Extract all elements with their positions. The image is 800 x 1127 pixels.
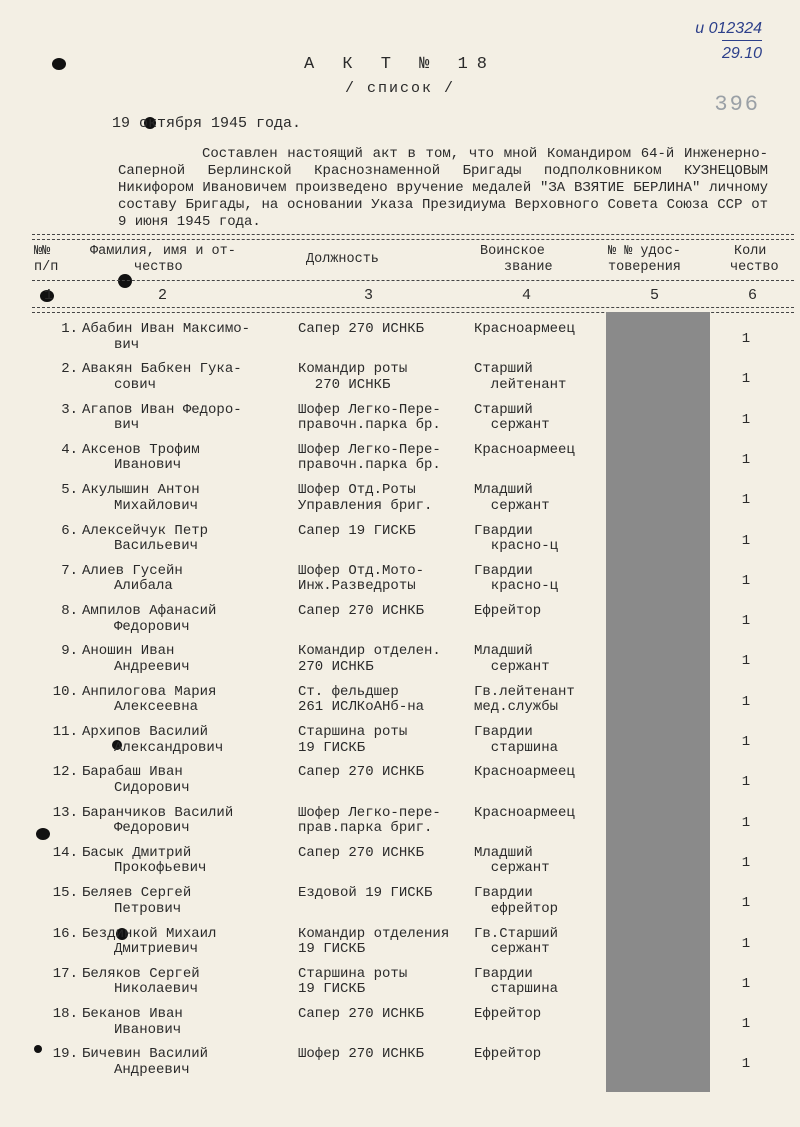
row-number: 3. bbox=[61, 401, 78, 418]
table-row bbox=[0, 967, 800, 1007]
header-rank: Воинское звание bbox=[480, 244, 553, 275]
sheet-number: 396 bbox=[714, 92, 760, 117]
quantity: 1 bbox=[741, 492, 751, 509]
position: Сапер 270 ИСНКБ bbox=[298, 603, 425, 620]
position: Командир роты 270 ИСНКБ bbox=[298, 361, 408, 393]
table-row bbox=[0, 765, 800, 805]
position: Сапер 270 ИСНКБ bbox=[298, 321, 425, 337]
quantity: 1 bbox=[741, 854, 751, 871]
header-position: Должность bbox=[306, 252, 379, 267]
row-number: 19. bbox=[52, 1046, 78, 1063]
quantity: 1 bbox=[741, 895, 751, 912]
military-rank: Ефрейтор bbox=[474, 1006, 542, 1023]
column-index-1: 1 bbox=[44, 287, 54, 304]
row-number: 7. bbox=[61, 562, 78, 579]
patronymic: Михайлович bbox=[114, 497, 199, 514]
table-row bbox=[0, 322, 800, 362]
person-name bbox=[82, 685, 292, 716]
position: Сапер 270 ИСНКБ bbox=[298, 844, 425, 861]
military-rank: Гв.Старший сержант bbox=[474, 925, 559, 957]
military-rank: Младший сержант bbox=[474, 482, 550, 514]
patronymic: вич bbox=[114, 417, 140, 434]
table-row bbox=[0, 886, 800, 926]
patronymic: Дмитриевич bbox=[114, 941, 199, 957]
row-number: 18. bbox=[52, 1006, 78, 1023]
quantity: 1 bbox=[741, 371, 751, 388]
table-top-rule-2 bbox=[32, 239, 794, 240]
military-rank: Ефрейтор bbox=[474, 603, 542, 620]
row-number: 9. bbox=[61, 643, 78, 660]
person-name bbox=[82, 644, 292, 675]
military-rank: Младший сержант bbox=[474, 844, 550, 877]
person-name bbox=[82, 846, 292, 877]
row-number: 4. bbox=[61, 441, 78, 458]
patronymic: Александрович bbox=[114, 739, 224, 756]
military-rank: Красноармеец bbox=[474, 321, 575, 337]
table-row bbox=[0, 524, 800, 564]
person-name bbox=[82, 806, 292, 837]
patronymic: Сидорович bbox=[114, 779, 190, 796]
quantity: 1 bbox=[741, 1016, 751, 1033]
row-number: 1. bbox=[61, 321, 78, 337]
surname-given: Агапов Иван Федоро- bbox=[82, 401, 242, 418]
row-number: 10. bbox=[52, 683, 78, 700]
person-name bbox=[82, 725, 292, 756]
header-qty: Коли чество bbox=[730, 244, 779, 275]
military-rank: Красноармеец bbox=[474, 764, 575, 781]
person-name bbox=[82, 886, 292, 917]
patronymic: сович bbox=[114, 376, 157, 393]
military-rank: Старший лейтенант bbox=[474, 361, 567, 393]
military-rank: Гвардии ефрейтор bbox=[474, 885, 559, 917]
military-rank: Гвардии старшина bbox=[474, 724, 559, 756]
row-number: 5. bbox=[61, 482, 78, 499]
surname-given: Басык Дмитрий bbox=[82, 844, 192, 861]
act-preamble: Составлен настоящий акт в том, что мной Командиром 64-й Инженерно-Саперной Берлинской Краснознаменной Бригады подполковником КУЗНЕЦОВЫМ Никифором Ивановичем произведено вручение медалей "ЗА ВЗЯТИЕ БЕРЛИНА" личному составу Бригады, на основании Указа Президиума Верховного Совета Союза ССР от 9 июня 1945 года. bbox=[118, 146, 768, 230]
row-number: 6. bbox=[61, 522, 78, 539]
person-name bbox=[82, 765, 292, 796]
military-rank: Младший сержант bbox=[474, 643, 550, 675]
surname-given: Авакян Бабкен Гука- bbox=[82, 361, 242, 378]
row-number: 15. bbox=[52, 885, 78, 902]
header-divider bbox=[32, 280, 794, 281]
surname-given: Аношин Иван bbox=[82, 643, 175, 660]
ink-blot bbox=[118, 274, 132, 288]
position: Шофер Легко-Пере- правочн.парка бр. bbox=[298, 441, 441, 474]
person-name bbox=[82, 483, 292, 514]
table-row bbox=[0, 1007, 800, 1047]
quantity: 1 bbox=[741, 653, 751, 670]
person-name bbox=[82, 1007, 292, 1038]
surname-given: Абабин Иван Максимо- bbox=[82, 321, 251, 337]
row-number: 14. bbox=[52, 844, 78, 861]
quantity: 1 bbox=[741, 331, 751, 347]
table-row bbox=[0, 644, 800, 684]
patronymic: Федорович bbox=[114, 820, 190, 837]
military-rank: Гвардии красно-ц bbox=[474, 522, 559, 554]
column-index-6: 6 bbox=[748, 287, 758, 304]
archive-stamp-number: и 012324 bbox=[695, 20, 762, 37]
row-number: 11. bbox=[52, 724, 78, 740]
patronymic: Николаевич bbox=[114, 981, 199, 998]
row-number: 8. bbox=[61, 603, 78, 620]
table-row bbox=[0, 846, 800, 886]
military-rank: Гвардии красно-ц bbox=[474, 562, 559, 595]
table-row bbox=[0, 604, 800, 644]
table-row bbox=[0, 564, 800, 604]
quantity: 1 bbox=[741, 734, 751, 750]
table-row bbox=[0, 403, 800, 443]
surname-given: Алексейчук Петр bbox=[82, 522, 209, 539]
person-name bbox=[82, 1047, 292, 1078]
surname-given: Аксенов Трофим bbox=[82, 441, 200, 458]
military-rank: Красноармеец bbox=[474, 804, 575, 821]
person-name bbox=[82, 322, 292, 353]
table-row bbox=[0, 927, 800, 967]
quantity: 1 bbox=[741, 451, 751, 468]
quantity: 1 bbox=[741, 935, 751, 952]
quantity: 1 bbox=[741, 975, 751, 992]
surname-given: Баранчиков Василий bbox=[82, 804, 234, 821]
person-name bbox=[82, 564, 292, 595]
act-subtitle: / список / bbox=[344, 80, 455, 97]
military-rank: Старший сержант bbox=[474, 401, 550, 434]
surname-given: Анпилогова Мария bbox=[82, 683, 217, 700]
surname-given: Архипов Василий bbox=[82, 724, 209, 740]
quantity: 1 bbox=[741, 411, 751, 428]
quantity: 1 bbox=[741, 814, 751, 831]
surname-given: Акулышин Антон bbox=[82, 482, 200, 499]
position: Командир отделения 19 ГИСКБ bbox=[298, 925, 450, 957]
row-number: 12. bbox=[52, 764, 78, 781]
quantity: 1 bbox=[741, 1056, 751, 1073]
quantity: 1 bbox=[741, 774, 751, 791]
column-index-2: 2 bbox=[158, 287, 168, 304]
patronymic: Алексеевна bbox=[114, 699, 199, 716]
act-date: 19 октября 1945 года. bbox=[112, 115, 302, 132]
index-divider bbox=[32, 307, 794, 308]
patronymic: Алибала bbox=[114, 578, 173, 595]
table-row bbox=[0, 483, 800, 523]
quantity: 1 bbox=[741, 613, 751, 630]
archive-stamp-date: 29.10 bbox=[722, 40, 762, 65]
patronymic: Иванович bbox=[114, 457, 182, 474]
table-top-rule bbox=[32, 234, 794, 235]
surname-given: Ампилов Афанасий bbox=[82, 603, 217, 620]
person-name bbox=[82, 443, 292, 474]
position: Шофер Отд.Роты Управления бриг. bbox=[298, 482, 433, 514]
table-row bbox=[0, 443, 800, 483]
military-rank: Ефрейтор bbox=[474, 1046, 542, 1063]
patronymic: Федорович bbox=[114, 618, 190, 635]
position: Шофер Легко-пере- прав.парка бриг. bbox=[298, 804, 441, 837]
position: Шофер Легко-Пере- правочн.парка бр. bbox=[298, 401, 441, 434]
table-row bbox=[0, 1047, 800, 1087]
patronymic: Андреевич bbox=[114, 1061, 190, 1078]
position: Старшина роты 19 ГИСКБ bbox=[298, 965, 408, 998]
table-row bbox=[0, 725, 800, 765]
surname-given: Беляев Сергей bbox=[82, 885, 192, 902]
column-index-5: 5 bbox=[650, 287, 660, 304]
quantity: 1 bbox=[741, 532, 751, 549]
patronymic: Андреевич bbox=[114, 658, 190, 675]
surname-given: Барабаш Иван bbox=[82, 764, 183, 781]
person-name bbox=[82, 604, 292, 635]
row-number: 13. bbox=[52, 804, 78, 821]
position: Ст. фельдшер 261 ИСЛКоАНб-на bbox=[298, 683, 425, 716]
quantity: 1 bbox=[741, 572, 751, 589]
row-number: 17. bbox=[52, 965, 78, 982]
header-cert: № № удос- товерения bbox=[608, 244, 681, 275]
person-name bbox=[82, 362, 292, 393]
person-name bbox=[82, 967, 292, 998]
patronymic: Петрович bbox=[114, 900, 182, 917]
patronymic: Васильевич bbox=[114, 538, 199, 554]
patronymic: вич bbox=[114, 336, 140, 353]
patronymic: Прокофьевич bbox=[114, 860, 207, 877]
surname-given: Беляков Сергей bbox=[82, 965, 200, 982]
column-index-4: 4 bbox=[522, 287, 532, 304]
header-num: №№ п/п bbox=[34, 244, 59, 275]
table-row bbox=[0, 362, 800, 402]
military-rank: Гв.лейтенант мед.службы bbox=[474, 683, 575, 716]
row-number: 2. bbox=[61, 361, 78, 378]
position: Командир отделен. 270 ИСНКБ bbox=[298, 643, 441, 675]
header-name: Фамилия, имя и от- чество bbox=[90, 244, 236, 275]
position: Сапер 270 ИСНКБ bbox=[298, 1006, 425, 1023]
position: Сапер 19 ГИСКБ bbox=[298, 522, 416, 539]
position: Сапер 270 ИСНКБ bbox=[298, 764, 425, 781]
row-number: 16. bbox=[52, 925, 78, 942]
column-index-3: 3 bbox=[364, 287, 374, 304]
person-name bbox=[82, 524, 292, 555]
military-rank: Красноармеец bbox=[474, 441, 575, 458]
person-name bbox=[82, 927, 292, 958]
person-name bbox=[82, 403, 292, 434]
position: Шофер 270 ИСНКБ bbox=[298, 1046, 425, 1063]
table-row bbox=[0, 806, 800, 846]
patronymic: Иванович bbox=[114, 1021, 182, 1038]
position: Старшина роты 19 ГИСКБ bbox=[298, 724, 408, 756]
act-title: А К Т № 18 bbox=[303, 55, 497, 74]
surname-given: Бичевин Василий bbox=[82, 1046, 209, 1063]
position: Ездовой 19 ГИСКБ bbox=[298, 885, 433, 902]
military-rank: Гвардии старшина bbox=[474, 965, 559, 998]
surname-given: Бездинкой Михаил bbox=[82, 925, 217, 942]
surname-given: Алиев Гусейн bbox=[82, 562, 183, 579]
surname-given: Беканов Иван bbox=[82, 1006, 183, 1023]
table-row bbox=[0, 685, 800, 725]
position: Шофер Отд.Мото- Инж.Разведроты bbox=[298, 562, 425, 595]
quantity: 1 bbox=[741, 693, 751, 710]
